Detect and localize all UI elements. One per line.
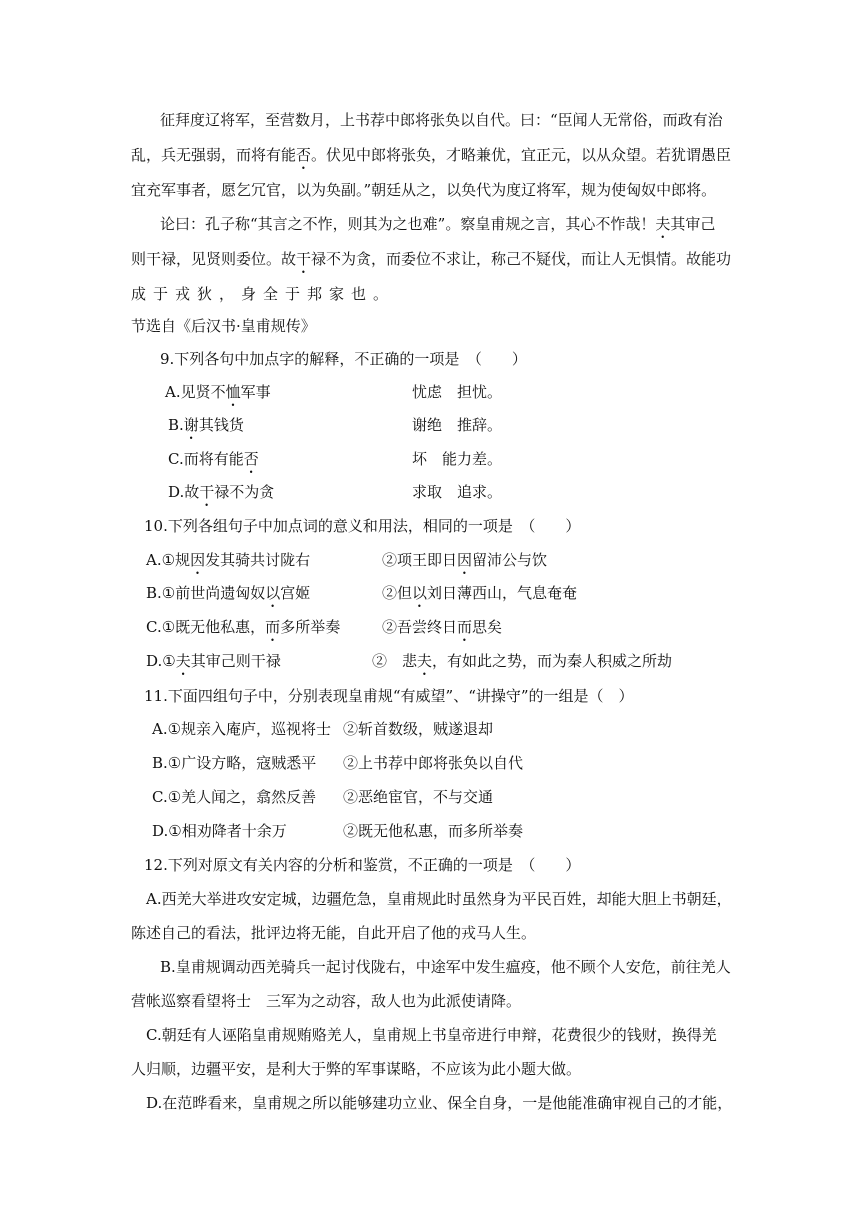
option-sentence-1: B.①前世尚遗匈奴以宫姬 bbox=[146, 584, 311, 602]
dotted-char: 夫 bbox=[175, 652, 191, 670]
option-sentence-1: D.①夫其审己则干禄 bbox=[146, 652, 281, 670]
option-sentence-2: ②项王即日因留沛公与饮 bbox=[382, 551, 548, 569]
option-sentence-1: C.①羌人闻之，翕然反善 bbox=[152, 788, 317, 806]
option-sentence-1: A.①规亲入庵庐，巡视将士 bbox=[152, 720, 332, 738]
dotted-char: 干 bbox=[296, 250, 312, 268]
dotted-char: 因 bbox=[190, 551, 206, 569]
dotted-char: 以 bbox=[412, 584, 428, 602]
passage-text: 征拜度辽将军，至营数月，上书荐中郎将张奂以自代。曰：“臣闻人无常俗，而政有治 bbox=[160, 111, 723, 129]
dotted-char: 否 bbox=[296, 146, 312, 164]
option-sentence-2: ②但以刘日薄西山，气息奄奄 bbox=[382, 584, 578, 602]
option-sentence-2: ②既无他私惠，而多所举奏 bbox=[343, 822, 524, 840]
dotted-char: 干 bbox=[199, 483, 215, 501]
dotted-char: 而 bbox=[265, 618, 281, 636]
option-text: C.而将有能否 bbox=[168, 450, 259, 468]
dotted-char: 否 bbox=[243, 450, 259, 468]
dotted-char: 以 bbox=[265, 584, 281, 602]
dotted-char: 因 bbox=[457, 551, 473, 569]
passage-text: 乱，兵无强弱，而将有能否。伏见中郎将张奂，才略兼优，宜正元，以从众望。若犹谓愚臣 bbox=[131, 146, 732, 164]
option-gloss: 忧虑 担忧。 bbox=[412, 383, 503, 401]
passage-text: 宜充军事者，愿乞冗官，以为奂副。”朝廷从之，以奂代为度辽将军，规为使匈奴中郎将。 bbox=[131, 181, 717, 199]
passage-text: 成于戎狄，身全于邦家也。 bbox=[131, 285, 396, 303]
dotted-char: 而 bbox=[457, 618, 473, 636]
option-sentence-2: ② 悲夫，有如此之势，而为秦人积威之所劫 bbox=[372, 652, 673, 670]
option-gloss: 坏 能力差。 bbox=[412, 450, 503, 468]
option-sentence-1: D.①相劝降者十余万 bbox=[152, 822, 287, 840]
option-text: B.谢其钱货 bbox=[168, 416, 244, 434]
option-gloss: 谢绝 推辞。 bbox=[412, 416, 503, 434]
dotted-char: 恤 bbox=[225, 383, 241, 401]
option-text: A.见贤不恤军事 bbox=[165, 383, 271, 401]
passage-text: 论曰：孔子称“其言之不怍，则其为之也难”。察皇甫规之言，其心不怍哉！夫其审己 bbox=[160, 215, 716, 233]
option-sentence-2: ②恶绝宦官，不与交通 bbox=[343, 788, 494, 806]
option-sentence-2: ②上书荐中郎将张奂以自代 bbox=[343, 754, 524, 772]
option-sentence-1: A.①规因发其骑共讨陇右 bbox=[146, 551, 311, 569]
option-sentence-2: ②斩首数级，贼遂退却 bbox=[343, 720, 494, 738]
option-sentence-1: B.①广设方略，寇贼悉平 bbox=[152, 754, 317, 772]
dotted-char: 夫 bbox=[417, 652, 433, 670]
option-sentence-2: ②吾尝终日而思矣 bbox=[382, 618, 503, 636]
dotted-char: 夫 bbox=[655, 215, 671, 233]
option-text: D.故干禄不为贪 bbox=[168, 483, 275, 501]
document-page: 征拜度辽将军，至营数月，上书荐中郎将张奂以自代。曰：“臣闻人无常俗，而政有治 乱，兵无强弱，而将有能否。伏见中郎将张奂，才略兼优，宜正元，以从众望。若犹谓愚臣 宜充军事者，愿乞冗官，以为奂副。”朝廷从之，以奂代为度辽将军，规为使匈奴中郎将。 论曰：孔子称“其言之不怍，则其为之也难”。察皇甫规之言，其心不怍哉！夫其审己 则干禄，见贤则委位。故干禄不为贪，而委位不求让，称己不疑伐，而让人无惧情。故能功 成于戎狄，身全于邦家也。 节选自《后汉书·皇甫规传》 9.下列各句中加点字的解释，不正确的一项是 （ ） A.见贤不恤军事 忧虑 担忧。 B.谢其钱货 谢绝 推辞。 C.而将有能否 坏 能力差。 D.故干禄不为贪 求取 追求。 10.下列各组句子中加点词的意义和用法，相同的一项是 （ ） A.①规因发其骑共讨陇右 ②项王即日因留沛公与饮 B.①前世尚遗匈奴以宫姬 ②但以刘日薄西山，气息奄奄 C.①既无他私惠，而多所举奏 ②吾尝终日而思矣 D.①夫其审己则干禄 ② 悲夫，有如此之势，而为秦人积威之所劫 11.下面四组句子中，分别表现皇甫规“有威望”、“讲操守”的一组是（ ） A.①规亲入庵庐，巡视将士 ②斩首数级，贼遂退却 B.①广设方略，寇贼悉平 ②上书荐中郎将张奂以自代 C.①羌人闻之，翕然反善 ②恶绝宦官，不与交通 D.①相劝降者十余万 ②既无他私惠，而多所举奏 12.下列对原文有关内容的分析和鉴赏，不正确的一项是 （ ） A.西羌大举进攻安定城，边疆危急，皇甫规此时虽然身为平民百姓，却能大胆上书朝廷， 陈述自己的看法，批评边将无能，自此开启了他的戎马人生。 B.皇甫规调动西羌骑兵一起讨伐陇右，中途军中发生瘟疫，他不顾个人安危，前往羌人 营帐巡察看望将士 三军为之动容，敌人也为此派使请降。 C.朝廷有人诬陷皇甫规贿赂羌人，皇甫规上书皇帝进行申辩，花费很少的钱财，换得羌 人归顺，边疆平安，是利大于弊的军事谋略，不应该为此小题大做。 D.在范晔看来，皇甫规之所以能够建功立业、保全自身，一是他能准确审视自己的才能， bbox=[131, 111, 733, 1112]
dotted-char: 谢 bbox=[183, 416, 199, 434]
option-sentence-1: C.①既无他私惠，而多所举奏 bbox=[146, 618, 341, 636]
passage-text: 则干禄，见贤则委位。故干禄不为贪，而委位不求让，称己不疑伐，而让人无惧情。故能功 bbox=[131, 250, 732, 268]
option-gloss: 求取 追求。 bbox=[412, 483, 503, 501]
